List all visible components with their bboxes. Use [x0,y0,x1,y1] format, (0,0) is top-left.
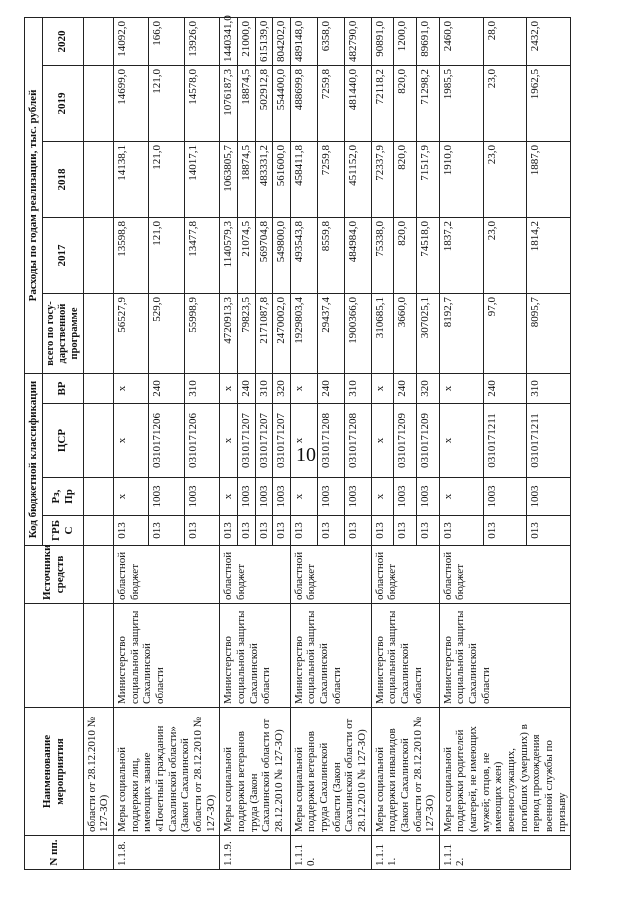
grbs-cell: 013 [344,516,371,546]
y2018-cell: 483331,2 [255,142,273,218]
y2019-cell: 481440,0 [344,66,371,142]
row-source: областной бюджет [220,546,291,604]
csr-cell: 0310171206 [184,404,219,478]
grbs-cell: 013 [114,516,149,546]
vr-cell: 310 [255,374,273,404]
y2018-cell: 72337,9 [371,142,394,218]
total-cell: 1929803,4 [290,294,317,374]
total-cell: 529,0 [149,294,184,374]
table-row [290,17,317,869]
csr-cell: 0310171207 [255,404,273,478]
rzpr-cell: x [290,478,317,516]
row-executor: Министерство социальной защиты Сахалинской области [220,604,291,708]
table-row [114,17,149,869]
y2020-cell: 482790,0 [344,17,371,65]
rzpr-cell: 1003 [237,478,255,516]
y2017-cell: 484984,0 [344,218,371,294]
y2019-cell: 502912,8 [255,66,273,142]
header-rzpr: Рз, Пр [42,478,83,516]
y2017-cell: 13598,8 [114,218,149,294]
grbs-cell: 013 [317,516,344,546]
header-vr: ВР [42,374,83,404]
y2019-cell: 7259,8 [317,66,344,142]
y2020-cell: 1200,0 [394,17,417,65]
vr-cell: 240 [317,374,344,404]
row-executor: Министерство социальной защиты Сахалинской области [114,604,220,708]
csr-cell: x [439,404,483,478]
y2017-cell: 75338,0 [371,218,394,294]
grbs-cell: 013 [255,516,273,546]
vr-cell: x [290,374,317,404]
y2020-cell: 804202,0 [273,17,291,65]
rzpr-cell: x [114,478,149,516]
y2018-cell: 7259,8 [317,142,344,218]
rzpr-cell: 1003 [344,478,371,516]
y2020-cell: 2432,0 [527,17,571,65]
y2019-cell: 1076187,3 [220,66,238,142]
y2017-cell: 1837,2 [439,218,483,294]
y2020-cell: 14092,0 [114,17,149,65]
csr-cell: x [371,404,394,478]
rzpr-cell: x [371,478,394,516]
header-source: Источники средств [25,546,84,604]
row-source: областной бюджет [439,546,570,604]
csr-cell: 0310171207 [273,404,291,478]
total-cell: 3660,0 [394,294,417,374]
y2019-cell: 18874,5 [237,66,255,142]
y2019-cell: 488699,8 [290,66,317,142]
csr-cell: 0310171206 [149,404,184,478]
header-2018: 2018 [42,142,83,218]
csr-cell: 0310171209 [394,404,417,478]
budget-table [24,17,571,870]
y2019-cell: 14578,0 [184,66,219,142]
vr-cell: 320 [417,374,440,404]
grbs-cell: 013 [149,516,184,546]
vr-cell: 240 [237,374,255,404]
y2018-cell: 121,0 [149,142,184,218]
row-name: Меры социальной поддержки лиц, имеющих звание «Почетный гражданин Сахалинской области» (Закон Сахалинской области от 28.12.2010 № 127-ЗО) [114,708,220,836]
csr-cell: 0310171209 [417,404,440,478]
total-cell: 4720913,3 [220,294,238,374]
total-cell: 310685,1 [371,294,394,374]
grbs-cell: 013 [237,516,255,546]
csr-cell: x [220,404,238,478]
y2017-cell: 549800,0 [273,218,291,294]
page-number: 10 [296,444,316,466]
y2019-cell: 71298,2 [417,66,440,142]
y2017-cell: 1814,2 [527,218,571,294]
grbs-cell: 013 [394,516,417,546]
rzpr-cell: 1003 [255,478,273,516]
total-cell: 97,0 [483,294,527,374]
y2018-cell: 14017,1 [184,142,219,218]
y2020-cell: 6358,0 [317,17,344,65]
y2018-cell: 451152,0 [344,142,371,218]
total-cell: 2470002,0 [273,294,291,374]
y2020-cell: 89691,0 [417,17,440,65]
table-row [439,17,483,869]
y2018-cell: 458411,8 [290,142,317,218]
rzpr-cell: 1003 [527,478,571,516]
vr-cell: x [371,374,394,404]
row-name: Меры социальной поддержки инвалидов (Закон Сахалинской области от 28.12.2010 № 127-ЗО) [371,708,439,836]
csr-cell: 0310171208 [317,404,344,478]
y2017-cell: 569704,8 [255,218,273,294]
y2018-cell: 561600,0 [273,142,291,218]
grbs-cell: 013 [273,516,291,546]
rzpr-cell: 1003 [317,478,344,516]
header-grbs: ГРБ С [42,516,83,546]
csr-cell: 0310171207 [237,404,255,478]
y2018-cell: 820,0 [394,142,417,218]
rzpr-cell: 1003 [394,478,417,516]
y2017-cell: 1140579,3 [220,218,238,294]
row-name: Меры социальной поддержки родителей (матерей, не имеющих мужей; отцов, не имеющих жен) военнослужащих, погибших (умерших) в период прохождения военной службы по призыву [439,708,570,836]
csr-cell: 0310171211 [527,404,571,478]
y2020-cell: 21000,0 [237,17,255,65]
y2019-cell: 820,0 [394,66,417,142]
y2019-cell: 72118,2 [371,66,394,142]
vr-cell: x [220,374,238,404]
row-source: областной бюджет [114,546,220,604]
total-cell: 1900366,0 [344,294,371,374]
y2018-cell: 71517,9 [417,142,440,218]
y2018-cell: 14138,1 [114,142,149,218]
vr-cell: x [114,374,149,404]
y2018-cell: 18874,5 [237,142,255,218]
total-cell: 56527,9 [114,294,149,374]
csr-cell: x [114,404,149,478]
y2020-cell: 166,0 [149,17,184,65]
header-code-group: Код бюджетной классификации [25,374,43,546]
rzpr-cell: 1003 [149,478,184,516]
csr-cell: 0310171211 [483,404,527,478]
vr-cell: 310 [527,374,571,404]
header-expenses-group: Расходы по годам реализации, тыс. рублей [25,17,43,373]
y2017-cell: 23,0 [483,218,527,294]
header-2017: 2017 [42,218,83,294]
y2018-cell: 1887,0 [527,142,571,218]
row-number: 1.1.1 2. [439,836,570,870]
total-cell: 55998,9 [184,294,219,374]
row-source: областной бюджет [290,546,371,604]
grbs-cell: 013 [527,516,571,546]
rzpr-cell: x [439,478,483,516]
total-cell: 29437,4 [317,294,344,374]
grbs-cell: 013 [290,516,317,546]
vr-cell: 320 [273,374,291,404]
continuation-row [83,17,113,869]
header-num: N пп. [25,836,84,870]
y2020-cell: 2460,0 [439,17,483,65]
row-number: 1.1.9. [220,836,291,870]
y2017-cell: 820,0 [394,218,417,294]
grbs-cell: 013 [417,516,440,546]
y2020-cell: 90891,0 [371,17,394,65]
y2020-cell: 489148,0 [290,17,317,65]
grbs-cell: 013 [220,516,238,546]
y2020-cell: 1440341,0 [220,17,238,65]
rzpr-cell: 1003 [184,478,219,516]
y2019-cell: 554400,0 [273,66,291,142]
y2020-cell: 13926,0 [184,17,219,65]
row-number: 1.1.1 1. [371,836,439,870]
y2017-cell: 74518,0 [417,218,440,294]
header-2020: 2020 [42,17,83,65]
rzpr-cell: x [220,478,238,516]
y2020-cell: 28,0 [483,17,527,65]
total-cell: 8192,7 [439,294,483,374]
row-name: Меры социальной поддержки ветеранов труда Сахалинской области (Закон Сахалинской области от 28.12.2010 № 127-ЗО) [290,708,371,836]
row-executor: Министерство социальной защиты Сахалинской области [439,604,570,708]
table-row [220,17,238,869]
row-name: Меры социальной поддержки ветеранов труда (Закон Сахалинской области от 28.12.2010 № 127-ЗО) [220,708,291,836]
row-source: областной бюджет [371,546,439,604]
grbs-cell: 013 [371,516,394,546]
y2019-cell: 121,0 [149,66,184,142]
header-executor [25,604,84,708]
header-2019: 2019 [42,66,83,142]
y2017-cell: 21074,5 [237,218,255,294]
header-name: Наименование мероприятия [25,708,84,836]
row-number: 1.1.1 0. [290,836,371,870]
vr-cell: x [439,374,483,404]
y2017-cell: 121,0 [149,218,184,294]
total-cell: 8095,7 [527,294,571,374]
rzpr-cell: 1003 [483,478,527,516]
y2017-cell: 13477,8 [184,218,219,294]
header-csr: ЦСР [42,404,83,478]
y2018-cell: 1063805,7 [220,142,238,218]
vr-cell: 310 [344,374,371,404]
y2018-cell: 1910,0 [439,142,483,218]
grbs-cell: 013 [439,516,483,546]
y2019-cell: 1962,5 [527,66,571,142]
y2017-cell: 8559,8 [317,218,344,294]
total-cell: 307025,1 [417,294,440,374]
budget-table-rotated [24,15,568,870]
csr-cell: 0310171208 [344,404,371,478]
table-body [83,17,570,869]
vr-cell: 240 [149,374,184,404]
continuation-text: области от 28.12.2010 № 127-ЗО) [83,708,113,836]
csr-cell: x [290,404,317,478]
y2019-cell: 1985,5 [439,66,483,142]
vr-cell: 240 [483,374,527,404]
header-total: всего по госу-дарственной программе [42,294,83,374]
row-executor: Министерство социальной защиты Сахалинской области [371,604,439,708]
vr-cell: 240 [394,374,417,404]
vr-cell: 310 [184,374,219,404]
grbs-cell: 013 [184,516,219,546]
total-cell: 79823,5 [237,294,255,374]
row-executor: Министерство социальной защиты Сахалинской области [290,604,371,708]
y2019-cell: 14699,0 [114,66,149,142]
grbs-cell: 013 [483,516,527,546]
y2019-cell: 23,0 [483,66,527,142]
y2020-cell: 615139,0 [255,17,273,65]
row-number: 1.1.8. [114,836,220,870]
y2018-cell: 23,0 [483,142,527,218]
rzpr-cell: 1003 [417,478,440,516]
rzpr-cell: 1003 [273,478,291,516]
total-cell: 2171087,8 [255,294,273,374]
y2017-cell: 493543,8 [290,218,317,294]
table-row [371,17,394,869]
